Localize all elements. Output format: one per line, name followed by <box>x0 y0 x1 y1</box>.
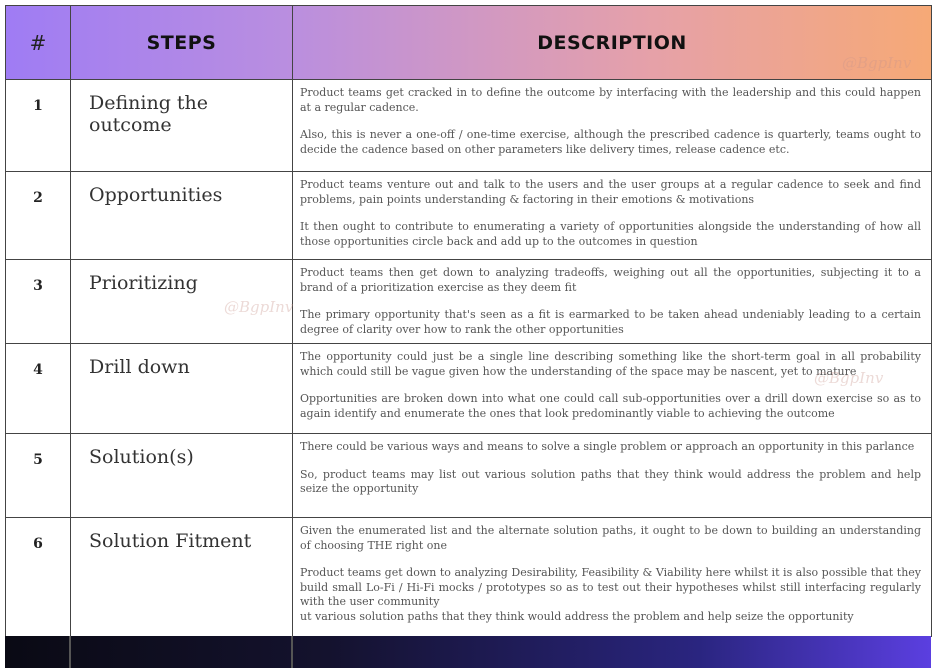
steps-table <box>5 5 932 637</box>
description-paragraph: Opportunities are broken down into what one could call sub-opportunities over a drill down exercise so as to again identify and enumerate the ones that look predominantly viable to achieving the outcome <box>300 392 921 420</box>
table-row <box>6 344 932 434</box>
row-description <box>293 518 932 637</box>
table-row <box>6 434 932 518</box>
description-paragraph: The opportunity could just be a single line describing something like the short-term goal in all probability which could still be vague given how the understanding of the space may be nascent, yet to mature <box>300 350 921 378</box>
row-number: 4 <box>6 344 71 434</box>
row-step: Solution Fitment <box>71 518 293 637</box>
row-number: 1 <box>6 80 71 172</box>
row-description <box>293 172 932 260</box>
description-paragraph: Given the enumerated list and the alternate solution paths, it ought to be down to building an understanding of choosing THE right one <box>300 524 921 552</box>
header-num: # <box>6 6 71 80</box>
description-paragraph: ut various solution paths that they think would address the problem and help seize the opportunity <box>300 609 854 623</box>
description-paragraph: Product teams then get down to analyzing tradeoffs, weighing out all the opportunities, subjecting it to a brand of a prioritization exercise as they deem fit <box>300 266 921 294</box>
description-paragraph: The primary opportunity that's seen as a fit is earmarked to be taken ahead undeniably leading to a certain degree of clarity over how to rank the other opportunities <box>300 308 921 336</box>
table-row <box>6 80 932 172</box>
description-paragraph: Product teams get down to analyzing Desirability, Feasibility & Viability here whilst it is also possible that they build small Lo-Fi / Hi-Fi mocks / prototypes so as to test out their hypotheses whilst still interfacing regularly with the user community <box>300 566 921 608</box>
watermark-logo: @BgpInv <box>224 298 294 316</box>
row-step: Defining the outcome <box>71 80 293 172</box>
row-number: 3 <box>6 260 71 344</box>
description-paragraph: Also, this is never a one-off / one-time exercise, although the prescribed cadence is quarterly, teams ought to decide the cadence based on other parameters like delivery times, release cadence etc. <box>300 128 921 156</box>
row-step: Drill down <box>71 344 293 434</box>
row-description <box>293 344 932 434</box>
watermark-logo: @BgpInv <box>814 369 884 387</box>
row-step: Solution(s) <box>71 434 293 518</box>
row-description <box>293 260 932 344</box>
header-description: DESCRIPTION <box>293 6 932 80</box>
description-paragraph: So, product teams may list out various solution paths that they think would address the problem and help seize the opportunity <box>300 467 921 495</box>
footer-divider <box>291 636 293 668</box>
row-description <box>293 434 932 518</box>
table-row <box>6 172 932 260</box>
table-row <box>6 260 932 344</box>
description-paragraph: There could be various ways and means to solve a single problem or approach an opportunity in this parlance <box>300 440 915 453</box>
row-number: 5 <box>6 434 71 518</box>
watermark-logo: @BgpInv <box>842 54 912 72</box>
row-number: 2 <box>6 172 71 260</box>
description-paragraph: It then ought to contribute to enumerating a variety of opportunities alongside the understanding of how all those opportunities circle back and add up to the outcomes in question <box>300 220 921 248</box>
table-row <box>6 518 932 637</box>
footer-divider <box>69 636 71 668</box>
row-description <box>293 80 932 172</box>
row-step: Opportunities <box>71 172 293 260</box>
header-row <box>6 6 932 80</box>
row-number: 6 <box>6 518 71 637</box>
description-paragraph: Product teams venture out and talk to the users and the user groups at a regular cadence to seek and find problems, pain points understanding & factoring in their emotions & motivations <box>300 178 921 206</box>
description-paragraph: Product teams get cracked in to define the outcome by interfacing with the leadership and this could happen at a regular cadence. <box>300 86 921 114</box>
footer-bar <box>5 636 931 668</box>
header-steps: STEPS <box>71 6 293 80</box>
row-step: Prioritizing <box>71 260 293 344</box>
